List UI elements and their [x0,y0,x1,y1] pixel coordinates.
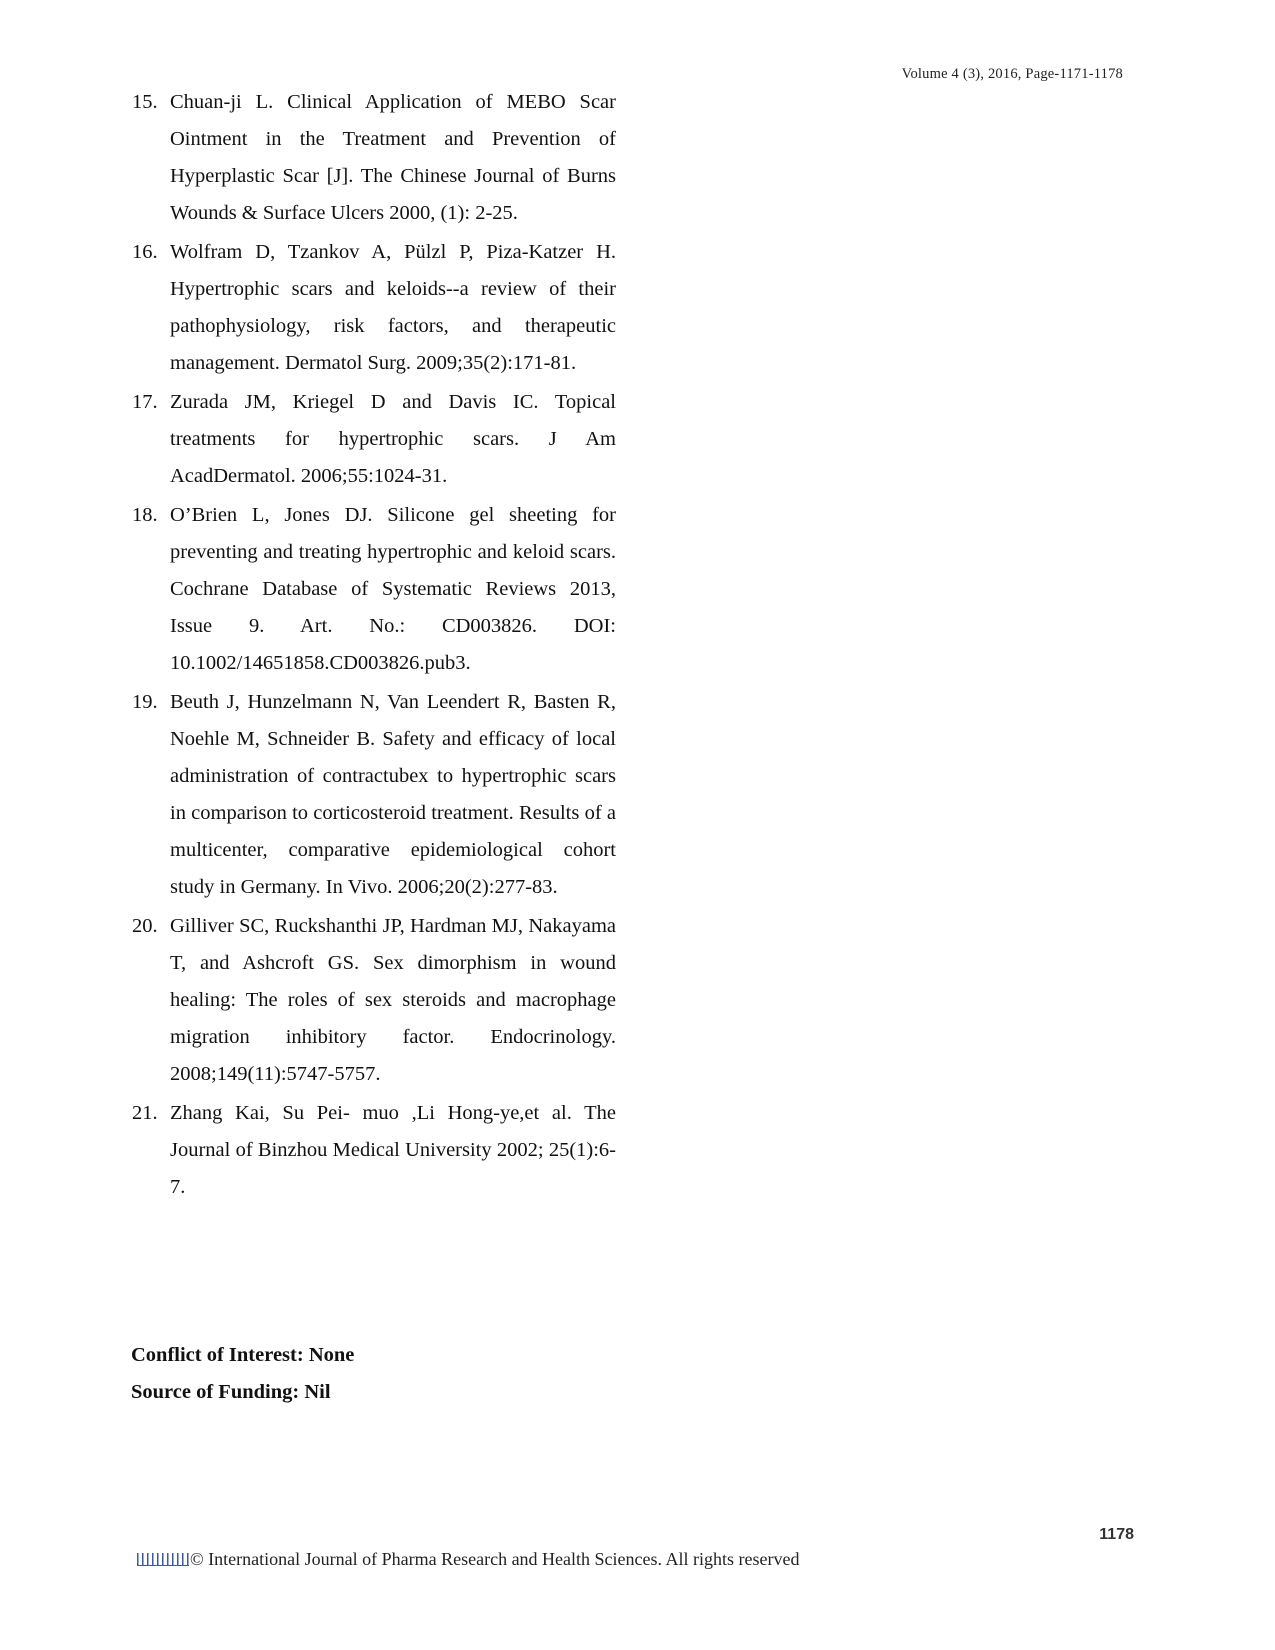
reference-number: 19. [132,691,158,713]
reference-item [132,384,616,495]
reference-number: 17. [132,391,158,413]
barcode-mark-icon [137,1553,189,1566]
reference-text: Zurada JM, Kriegel D and Davis IC. Topical treatments for hypertrophic scars. J Am AcadDermatol. 2006;55:1024-31. [170,391,616,487]
reference-item [132,908,616,1093]
reference-item [132,1095,616,1206]
reference-text: Beuth J, Hunzelmann N, Van Leendert R, Basten R, Noehle M, Schneider B. Safety and efficacy of local administration of contractubex to hypertrophic scars in comparison to corticosteroid treatment. Results of a multicenter, comparative epidemiological cohort study in Germany. In Vivo. 2006;20(2):277-83. [170,691,616,898]
reference-item [132,84,616,232]
reference-number: 20. [132,915,158,937]
reference-item [132,234,616,382]
conflict-of-interest: Conflict of Interest: None [131,1344,355,1366]
reference-text: Wolfram D, Tzankov A, Pülzl P, Piza-Katzer H. Hypertrophic scars and keloids--a review of their pathophysiology, risk factors, and therapeutic management. Dermatol Surg. 2009;35(2):171-81. [170,241,616,374]
footer [137,1549,799,1570]
reference-text: Gilliver SC, Ruckshanthi JP, Hardman MJ, Nakayama T, and Ashcroft GS. Sex dimorphism in wound healing: The roles of sex steroids and macrophage migration inhibitory factor. Endocrinology. 2008;149(11):5747-5757. [170,915,616,1085]
reference-number: 15. [132,91,158,113]
reference-item [132,684,616,906]
running-head: Volume 4 (3), 2016, Page-1171-1178 [901,66,1123,82]
reference-text: Zhang Kai, Su Pei- muo ,Li Hong-ye,et al. The Journal of Binzhou Medical University 2002; 25(1):6-7. [170,1102,616,1198]
reference-item [132,497,616,682]
reference-number: 21. [132,1102,158,1124]
reference-text: O’Brien L, Jones DJ. Silicone gel sheeting for preventing and treating hypertrophic and keloid scars. Cochrane Database of Systematic Reviews 2013, Issue 9. Art. No.: CD003826. DOI: 10.1002/14651858.CD003826.pub3. [170,504,616,674]
page-number: 1178 [1099,1526,1134,1543]
source-of-funding: Source of Funding: Nil [131,1381,331,1403]
reference-list [132,84,616,1208]
reference-number: 18. [132,504,158,526]
reference-number: 16. [132,241,158,263]
reference-text: Chuan-ji L. Clinical Application of MEBO Scar Ointment in the Treatment and Prevention of Hyperplastic Scar [J]. The Chinese Journal of Burns Wounds & Surface Ulcers 2000, (1): 2-25. [170,91,616,224]
footer-text: © International Journal of Pharma Research and Health Sciences. All rights reserved [190,1549,800,1569]
